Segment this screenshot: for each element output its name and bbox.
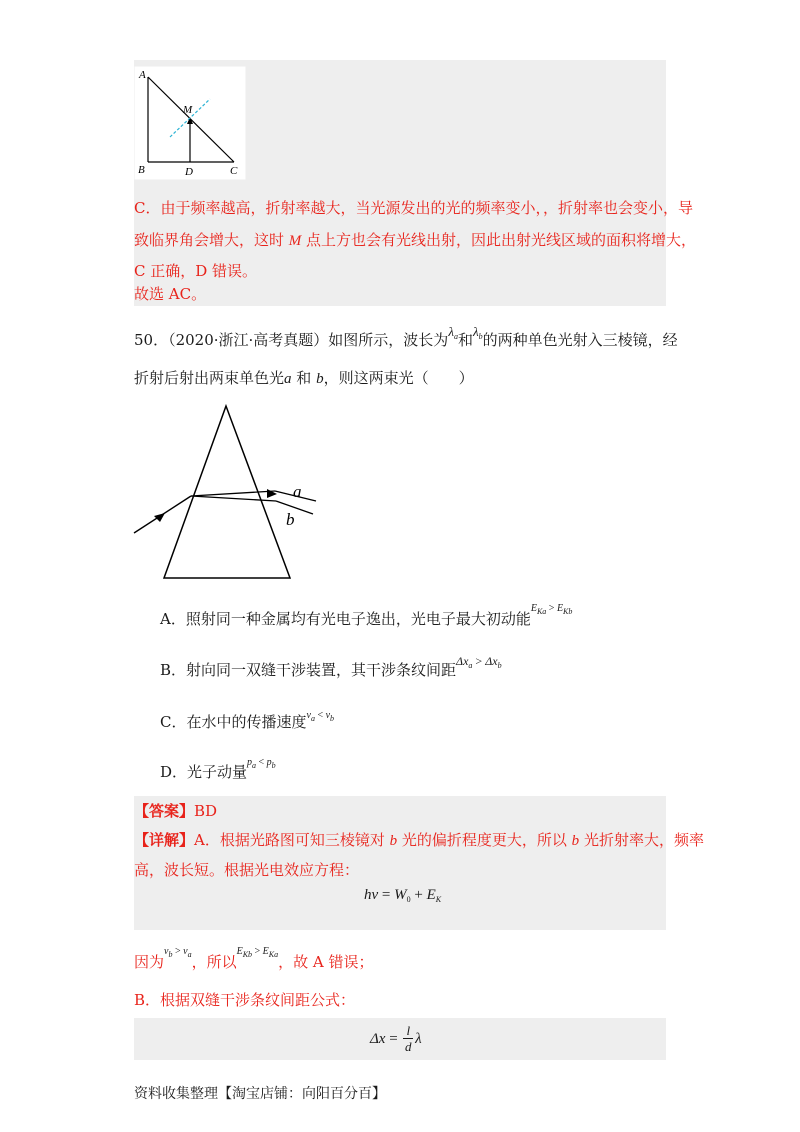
photoelectric-equation: $h\nu = W_0 + E_K$ <box>364 887 442 904</box>
explanation-line-1-pre: A．根据光路图可知三棱镜对 <box>194 831 390 849</box>
option-b-text: B．射向同一双缝干涉装置，其干涉条纹间距 <box>160 661 457 679</box>
label-d-point: D <box>185 166 193 178</box>
option-c-line-2-pre: 致临界角会增大，这时 <box>134 231 289 249</box>
explanation-line-2: 高，波长短。根据光电效应方程： <box>134 861 360 879</box>
option-b <box>160 654 502 686</box>
question-number: 50． <box>134 331 169 349</box>
option-c-line-1: C．由于频率越高，折射率越大，当光源发出的光的频率变小，，折射率也会变小，导 <box>134 199 693 217</box>
lambda-symbol: λ <box>415 1030 422 1047</box>
a-wrong-text: ，故 A 错误； <box>278 953 374 971</box>
energy-condition: EKb > EKa <box>236 946 279 959</box>
label-m-point: M <box>183 104 193 116</box>
line2-pre: 折射后射出两束单色光 <box>134 369 285 387</box>
conclusion-line: 故选 AC。 <box>134 285 207 303</box>
label-b-vertex: B <box>138 164 145 176</box>
label-c-vertex: C <box>230 165 238 177</box>
label-ray-b: b <box>286 510 295 529</box>
option-c-text: C．在水中的传播速度 <box>160 713 307 731</box>
incident-arrow-icon <box>154 513 165 522</box>
answer-value: BD <box>194 802 218 820</box>
prism-figure <box>130 400 330 585</box>
fringe-spacing-equation <box>370 1021 422 1057</box>
option-b-formula: Δxa > Δxb <box>456 654 502 670</box>
delta-x: Δx <box>370 1030 386 1047</box>
option-a-formula: EKa > EKb <box>530 603 573 616</box>
stem-tail: 的两种单色光射入三棱镜，经 <box>482 331 678 349</box>
numerator-l: l <box>403 1024 413 1039</box>
explanation-line-1-mid: 光的偏折程度更大，所以 <box>397 831 572 849</box>
lambda-b: $\lambda_b$ <box>472 324 483 341</box>
because-line <box>134 946 374 978</box>
explanation-line-1 <box>134 830 704 851</box>
option-d-formula: pa < pb <box>247 757 276 770</box>
var-b-2: b <box>571 833 580 849</box>
inner-ray-a <box>191 491 275 496</box>
because-word: 因为 <box>134 953 165 971</box>
question-source: （2020·浙江·高考真题）如图所示，波长为 <box>168 331 449 349</box>
option-a <box>160 603 573 635</box>
and-word: 和 <box>457 331 473 349</box>
answer-label: 【答案】 <box>134 802 195 820</box>
label-ray-a: a <box>293 482 302 501</box>
question-50-line-2 <box>134 368 474 389</box>
right-triangle-figure <box>134 66 246 180</box>
equals-sign: = <box>385 1030 402 1047</box>
inner-ray-b <box>191 496 276 501</box>
option-c-line-3: C 正确，D 错误。 <box>134 262 258 280</box>
so-word: ，所以 <box>191 953 237 971</box>
label-a-vertex: A <box>139 69 146 81</box>
denominator-d: d <box>405 1039 412 1054</box>
option-b-explanation: B．根据双缝干涉条纹间距公式： <box>134 991 356 1009</box>
explanation-line-1-post: 光折射率大，频率 <box>579 831 704 849</box>
option-c-line-2-post: 点上方也会有光线出射，因此出射光线区域的面积将增大， <box>301 231 697 249</box>
inner-arrow-icon <box>267 489 277 498</box>
frequency-condition: νb > νa <box>164 946 192 959</box>
var-a: a <box>284 371 292 387</box>
var-b-1: b <box>389 833 398 849</box>
footer-text: 资料收集整理【淘宝店铺：向阳百分百】 <box>134 1086 386 1102</box>
explanation-label: 【详解】 <box>134 831 195 849</box>
option-a-text: A．照射同一种金属均有光电子逸出，光电子最大初动能 <box>160 610 531 628</box>
option-c-formula: va < vb <box>306 710 335 723</box>
question-50-line-1 <box>134 324 678 356</box>
option-c-line-2 <box>134 230 696 251</box>
var-b: b <box>316 371 324 387</box>
option-c <box>160 712 334 738</box>
line2-mid: 和 <box>291 369 317 387</box>
option-d-text: D．光子动量 <box>160 763 248 781</box>
lambda-a: $\lambda_a$ <box>448 324 458 341</box>
fraction <box>403 1024 413 1054</box>
exit-ray-b <box>276 501 313 514</box>
option-d <box>160 757 276 788</box>
var-m: M <box>288 233 302 249</box>
line2-post: ，则这两束光（ ） <box>323 369 474 387</box>
answer-line <box>134 801 217 821</box>
